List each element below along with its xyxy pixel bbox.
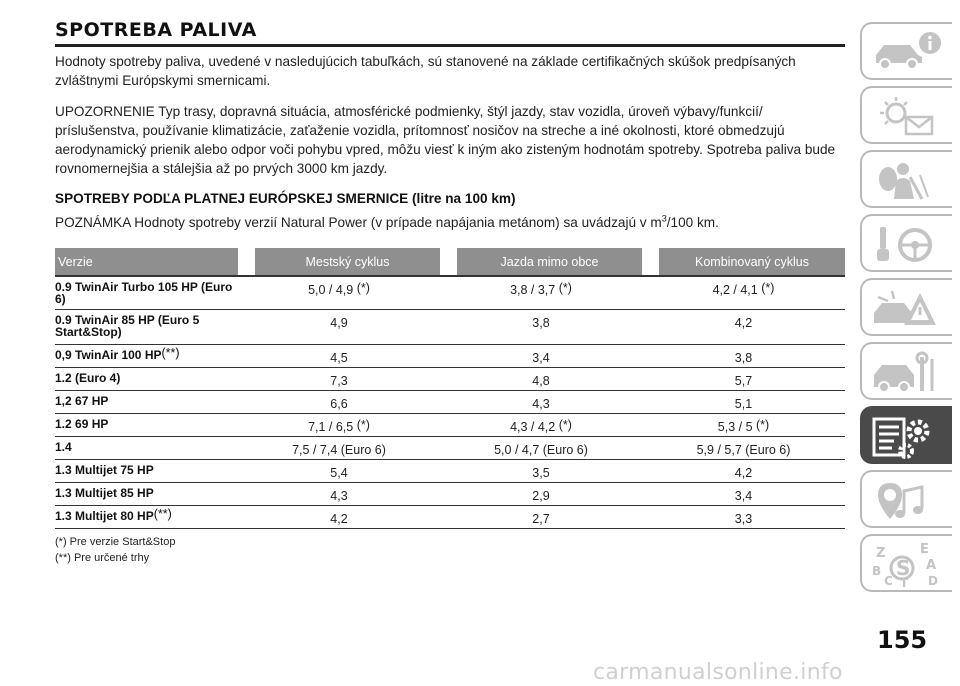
cell-combined — [642, 391, 845, 414]
alphabetical-index-icon — [870, 541, 946, 589]
multimedia-icon — [870, 477, 946, 525]
index-letter: E — [920, 542, 929, 557]
model-name: 0.9 TwinAir 85 HP (Euro 5 Start&Stop) — [55, 313, 200, 339]
footnote-marker: (*) — [558, 281, 572, 295]
footnote-markets: (**) Pre určené trhy — [55, 552, 150, 564]
cell-combined-value: 5,1 — [734, 397, 753, 411]
cell-urban-value: 4,5 — [330, 351, 348, 365]
cell-version — [55, 483, 238, 506]
model-name: 1.4 — [55, 440, 72, 454]
natural-power-note — [55, 213, 845, 232]
table-subheading: SPOTREBY PODĽA PLATNEJ EURÓPSKEJ SMERNICE (litre na 100 km) — [55, 191, 516, 206]
page-content — [55, 18, 845, 566]
cell-combined — [642, 275, 845, 310]
cell-urban-value: 5,4 — [330, 466, 348, 480]
footnote-marker: (*) — [356, 418, 370, 432]
cell-combined — [642, 368, 845, 391]
index-letter: A — [926, 558, 937, 573]
chapter-sidebar — [860, 22, 952, 598]
tab-index[interactable] — [860, 534, 952, 592]
cell-urban-value: 7,1 / 6,5 — [308, 420, 354, 434]
model-footnote-marker: (**) — [161, 346, 180, 360]
tab-multimedia[interactable] — [860, 470, 952, 528]
emergency-icon — [870, 285, 946, 333]
table-row — [55, 460, 845, 483]
cell-extra-urban — [440, 460, 642, 483]
title-rule — [55, 44, 845, 47]
note-superscript: 3 — [661, 213, 667, 224]
cell-extra-urban — [440, 345, 642, 368]
cell-combined-value: 5,9 / 5,7 (Euro 6) — [696, 443, 791, 457]
cell-combined — [642, 310, 845, 345]
cell-urban — [238, 437, 440, 460]
maintenance-icon — [870, 349, 946, 397]
cell-combined-value: 5,7 — [734, 374, 753, 388]
model-footnote-marker: (**) — [153, 507, 172, 521]
index-letter: D — [928, 574, 938, 588]
cell-extra-urban — [440, 275, 642, 310]
intro-paragraph: Hodnoty spotreby paliva, uvedené v nasledujúcich tabuľkách, sú stanovené na základe certifikačných skúšok predpísaných zvláštnymi Európskymi smernicami. — [55, 54, 796, 88]
cell-urban-value: 7,3 — [330, 374, 348, 388]
cell-combined-value: 4,2 / 4,1 — [712, 283, 758, 297]
cell-urban-value: 4,3 — [330, 489, 348, 503]
model-name: 0.9 TwinAir Turbo 105 HP (Euro 6) — [55, 280, 233, 306]
col-header-combined: Kombinovaný cyklus — [642, 248, 845, 275]
cell-urban — [238, 368, 440, 391]
cell-extra-urban-value: 2,9 — [532, 489, 550, 503]
model-name: 1.2 (Euro 4) — [55, 371, 121, 385]
page-number: 155 — [877, 626, 928, 654]
cell-extra-urban — [440, 506, 642, 529]
table-row — [55, 345, 845, 368]
table-header-row — [55, 248, 845, 275]
col-header-urban: Mestský cyklus — [238, 248, 440, 275]
footnote-marker: (*) — [756, 418, 770, 432]
col-header-extra-urban: Jazda mimo obce — [440, 248, 642, 275]
tab-emergency[interactable] — [860, 278, 952, 336]
page-title: SPOTREBA PALIVA — [55, 19, 257, 41]
cell-extra-urban — [440, 310, 642, 345]
col-header-version: Verzie — [55, 248, 238, 275]
cell-combined-value: 3,4 — [734, 489, 753, 503]
cell-combined-value: 4,2 — [734, 316, 753, 330]
car-info-icon — [870, 29, 946, 77]
index-letter: S — [896, 556, 911, 580]
model-name: 1.3 Multijet 75 HP — [55, 463, 154, 477]
consumption-table — [55, 248, 845, 529]
cell-combined-value: 4,2 — [734, 466, 753, 480]
cell-combined-value: 5,3 / 5 — [717, 420, 753, 434]
cell-urban-value: 7,5 / 7,4 (Euro 6) — [292, 443, 386, 457]
cell-extra-urban-value: 2,7 — [532, 512, 550, 526]
cell-extra-urban-value: 4,8 — [532, 374, 550, 388]
cell-combined-value: 3,3 — [734, 512, 753, 526]
table-row — [55, 414, 845, 437]
cell-extra-urban-value: 4,3 — [532, 397, 550, 411]
cell-extra-urban — [440, 391, 642, 414]
tab-technical-data[interactable] — [860, 406, 952, 464]
tab-driving[interactable] — [860, 214, 952, 272]
table-row — [55, 310, 845, 345]
cell-combined — [642, 506, 845, 529]
table-body — [55, 275, 845, 529]
tab-dashboard[interactable] — [860, 86, 952, 144]
cell-combined-value: 3,8 — [734, 351, 753, 365]
footnote-marker: (*) — [761, 281, 775, 295]
cell-extra-urban-value: 4,3 / 4,2 — [510, 420, 556, 434]
model-name: 1.2 69 HP — [55, 417, 109, 431]
table-row — [55, 391, 845, 414]
model-name: 1.3 Multijet 80 HP — [55, 509, 154, 523]
cell-urban-value: 4,9 — [330, 316, 348, 330]
cell-extra-urban-value: 3,4 — [532, 351, 550, 365]
technical-data-icon — [870, 413, 946, 461]
cell-extra-urban — [440, 414, 642, 437]
model-name: 1.3 Multijet 85 HP — [55, 486, 154, 500]
cell-version — [55, 345, 238, 368]
cell-extra-urban — [440, 483, 642, 506]
cell-version — [55, 437, 238, 460]
tab-car-info[interactable] — [860, 22, 952, 80]
table-row — [55, 483, 845, 506]
footnotes — [55, 534, 845, 566]
cell-urban — [238, 483, 440, 506]
cell-urban — [238, 310, 440, 345]
note-text-end: /100 km. — [666, 215, 719, 230]
index-letter: Z — [876, 546, 886, 561]
cell-combined — [642, 414, 845, 437]
watermark: carmanualsonline.info — [593, 660, 843, 685]
cell-extra-urban-value: 5,0 / 4,7 (Euro 6) — [494, 443, 588, 457]
cell-urban — [238, 345, 440, 368]
index-letter: C — [884, 574, 893, 588]
cell-urban-value: 6,6 — [330, 397, 348, 411]
cell-combined — [642, 437, 845, 460]
cell-combined — [642, 345, 845, 368]
table-row — [55, 506, 845, 529]
cell-extra-urban-value: 3,8 / 3,7 — [510, 283, 556, 297]
cell-version — [55, 460, 238, 483]
tab-safety[interactable] — [860, 150, 952, 208]
cell-urban-value: 5,0 / 4,9 — [308, 283, 354, 297]
table-row — [55, 368, 845, 391]
cell-version — [55, 275, 238, 310]
cell-combined — [642, 483, 845, 506]
cell-extra-urban — [440, 437, 642, 460]
cell-extra-urban — [440, 368, 642, 391]
footnote-start-stop: (*) Pre verzie Start&Stop — [55, 536, 176, 548]
model-name: 0,9 TwinAir 100 HP — [55, 348, 162, 362]
cell-extra-urban-value: 3,5 — [532, 466, 550, 480]
cell-urban — [238, 275, 440, 310]
safety-airbag-icon — [870, 157, 946, 205]
cell-version — [55, 310, 238, 345]
driving-steering-icon — [870, 221, 946, 269]
cell-version — [55, 368, 238, 391]
warning-paragraph: UPOZORNENIE Typ trasy, dopravná situácia, atmosférické podmienky, štýl jazdy, stav vozidla, úroveň výbavy/funkcií/ príslušenstva, používanie klimatizácie, zaťaženie vozidla, prítomnosť nosičov na streche a iné okolnosti, ktoré obmedzujú aerodynamický prienik alebo odpor voči pohybu vpred, môžu viesť k iným ako zisteným hodnotám spotreby. Spotreba paliva bude rovnomernejšia a stálejšia až po prvých 3000 km jazdy. — [55, 104, 836, 176]
tab-maintenance[interactable] — [860, 342, 952, 400]
cell-urban — [238, 506, 440, 529]
footnote-marker: (*) — [558, 418, 572, 432]
cell-urban-value: 4,2 — [330, 512, 348, 526]
cell-urban — [238, 460, 440, 483]
cell-urban — [238, 414, 440, 437]
index-letter: T — [900, 576, 909, 589]
cell-version — [55, 506, 238, 529]
table-row — [55, 437, 845, 460]
footnote-marker: (*) — [356, 281, 370, 295]
cell-urban — [238, 391, 440, 414]
index-letter: B — [872, 564, 882, 578]
dashboard-lights-icon — [870, 93, 946, 141]
note-text: POZNÁMKA Hodnoty spotreby verzií Natural Power (v prípade napájania metánom) sa uvádzajú v m — [55, 215, 662, 230]
cell-combined — [642, 460, 845, 483]
cell-extra-urban-value: 3,8 — [532, 316, 550, 330]
cell-version — [55, 414, 238, 437]
table-row — [55, 275, 845, 310]
model-name: 1,2 67 HP — [55, 394, 109, 408]
cell-version — [55, 391, 238, 414]
